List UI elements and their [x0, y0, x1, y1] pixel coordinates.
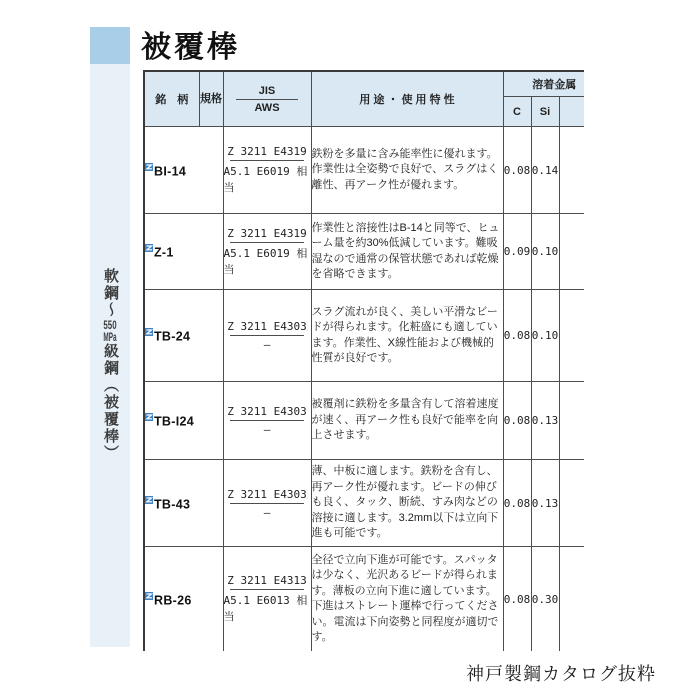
brand-name: TB-I24 [154, 414, 195, 429]
jis-spec: Z 3211 E4313 [227, 574, 307, 587]
brand-cell [144, 547, 223, 652]
header-deposited-metal: 溶着金属 [503, 71, 584, 97]
carbon-value: 0.08 [503, 290, 531, 382]
carbon-value: 0.08 [503, 382, 531, 460]
aws-spec: A5.1 E6019 相当 [223, 246, 308, 276]
jis-spec: Z 3211 E4319 [227, 145, 307, 158]
jis-spec: Z 3211 E4303 [227, 405, 307, 418]
brand-name: Z-1 [154, 245, 174, 260]
spec-divider [230, 160, 304, 161]
kobelco-trademark-icon [145, 412, 153, 420]
carbon-value: 0.09 [503, 214, 531, 290]
spec-divider [230, 242, 304, 243]
table-row-tb24 [144, 290, 584, 382]
silicon-value: 0.30 [531, 547, 559, 652]
table-row-rb26 [144, 547, 584, 652]
header-brand: 銘 柄 [144, 71, 199, 127]
kobelco-trademark-icon [145, 162, 153, 170]
kobelco-trademark-icon [145, 495, 153, 503]
clipped-cell [559, 460, 584, 547]
carbon-value: 0.08 [503, 460, 531, 547]
header-carbon: C [503, 97, 531, 127]
aws-spec: A5.1 E6013 相当 [223, 594, 308, 623]
spec-cell [223, 290, 311, 382]
jis-aws-divider [236, 99, 299, 100]
aws-spec: A5.1 E6019 相当 [223, 165, 308, 194]
spec-divider [230, 503, 304, 504]
sidebar-label-number: 550 [103, 319, 117, 331]
spec-cell [223, 460, 311, 547]
clipped-cell [559, 382, 584, 460]
sidebar-label-unit: MPa [103, 331, 117, 343]
spec-divider [230, 335, 304, 336]
kobelco-trademark-icon [145, 243, 153, 251]
kobelco-trademark-icon [145, 591, 153, 599]
table-row-z1 [144, 214, 584, 290]
spec-divider [230, 420, 304, 421]
brand-name: TB-24 [154, 329, 191, 344]
brand-cell [144, 127, 223, 214]
clipped-cell [559, 127, 584, 214]
spec-divider [230, 589, 304, 590]
table-row-bi14 [144, 127, 584, 214]
electrode-table [143, 70, 584, 651]
spec-cell [223, 214, 311, 290]
header-jis: JIS [258, 84, 276, 97]
header-jis-aws [223, 71, 311, 127]
sidebar-band-accent [90, 27, 130, 64]
carbon-value: 0.08 [503, 127, 531, 214]
brand-cell [144, 214, 223, 290]
table-row-tb43 [144, 460, 584, 547]
kobelco-trademark-icon [145, 327, 153, 335]
brand-cell [144, 382, 223, 460]
usage-cell: スラグ流れが良く、美しい平滑なビードが得られます。化粧盛にも適しています。作業性、X線性能および機械的性質が良好です。 [311, 290, 503, 382]
usage-cell: 薄、中板に適します。鉄粉を含有し、再アーク性が優れます。ビードの伸びも良く、タック、断続、すみ肉などの溶接に適します。3.2mm以下は立向下進も可能です。 [311, 460, 503, 547]
sidebar-label-head: 軟鋼～ [102, 268, 119, 319]
jis-spec: Z 3211 E4303 [227, 320, 307, 333]
carbon-value: 0.08 [503, 547, 531, 652]
catalog-table-container [143, 70, 584, 651]
usage-cell: 全径で立向下進が可能です。スパッタは少なく、光沢あるビードが得られます。薄板の立向下進に適しています。下進はストレート運棒で行ってください。電流は下向姿勢と同程度が適切です。 [311, 547, 503, 652]
source-caption: 神戸製鋼カタログ抜粋 [466, 664, 656, 684]
clipped-cell [559, 290, 584, 382]
header-aws: AWS [254, 101, 280, 114]
spec-cell [223, 547, 311, 652]
spec-cell [223, 382, 311, 460]
sidebar-category-label [90, 240, 130, 490]
aws-spec: — [263, 423, 271, 436]
usage-cell: 作業性と溶接性はB-14と同等で、ヒューム量を約30%低減しています。難吸湿なので通常の保管状態であれば乾燥を省略できます。 [311, 214, 503, 290]
header-row-1 [144, 71, 584, 97]
brand-name: RB-26 [154, 593, 192, 608]
silicon-value: 0.14 [531, 127, 559, 214]
silicon-value: 0.10 [531, 214, 559, 290]
header-standard: 規格 [199, 71, 223, 127]
sidebar-label-tail: 級鋼（被覆棒） [102, 343, 119, 462]
brand-cell [144, 290, 223, 382]
header-clipped-column [559, 97, 584, 127]
jis-spec: Z 3211 E4303 [227, 487, 307, 501]
jis-spec: Z 3211 E4319 [227, 226, 307, 240]
aws-spec: — [263, 505, 271, 519]
brand-name: TB-43 [154, 497, 191, 512]
brand-cell [144, 460, 223, 547]
page-title: 被覆棒 [141, 31, 240, 64]
table-row-tbi24 [144, 382, 584, 460]
silicon-value: 0.10 [531, 290, 559, 382]
clipped-cell [559, 547, 584, 652]
usage-cell: 被覆剤に鉄粉を多量含有して溶着速度が速く、再アーク性も良好で能率を向上させます。 [311, 382, 503, 460]
spec-cell [223, 127, 311, 214]
clipped-cell [559, 214, 584, 290]
aws-spec: — [263, 338, 271, 351]
header-usage: 用 途 ・ 使 用 特 性 [311, 71, 503, 127]
brand-name: BI-14 [154, 164, 187, 179]
silicon-value: 0.13 [531, 382, 559, 460]
usage-cell: 鉄粉を多量に含み能率性に優れます。作業性は全姿勢で良好で、スラグはく離性、再アーク性が優れます。 [311, 127, 503, 214]
silicon-value: 0.13 [531, 460, 559, 547]
header-silicon: Si [531, 97, 559, 127]
